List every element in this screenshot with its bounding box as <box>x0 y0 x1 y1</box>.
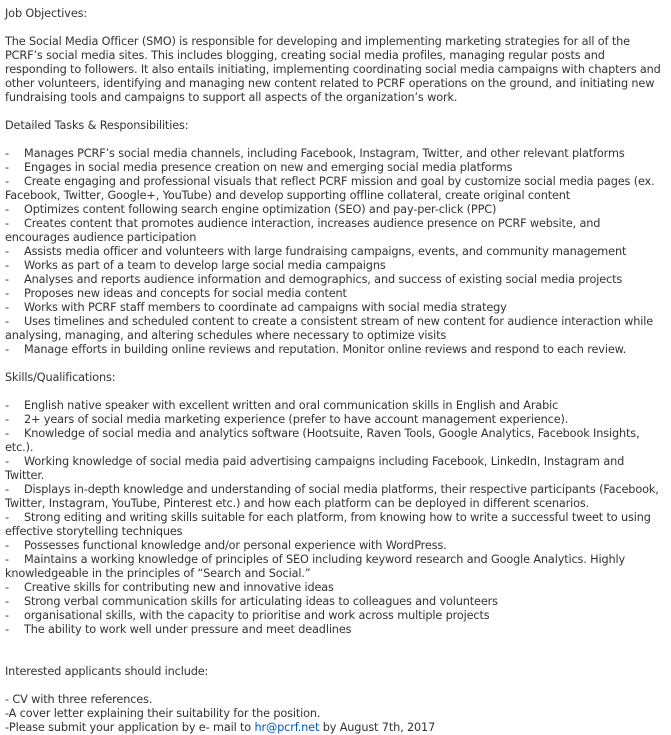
task-text: Works with PCRF staff members to coordinate ad campaigns with social media strategy <box>24 301 507 314</box>
task-item <box>5 301 665 315</box>
list-dash: - <box>5 147 9 160</box>
list-dash: - <box>5 273 9 286</box>
list-dash: - <box>5 343 9 356</box>
task-text: Engages in social media presence creation on new and emerging social media platforms <box>24 161 513 174</box>
list-dash: - <box>5 595 9 608</box>
skill-item <box>5 609 665 623</box>
skill-text: Strong verbal communication skills for articulating ideas to colleagues and volunteers <box>24 595 498 608</box>
task-item <box>5 343 665 357</box>
list-dash: - <box>5 301 9 314</box>
task-item <box>5 147 665 161</box>
skill-text: Strong editing and writing skills suitable for each platform, from knowing how to write a successful tweet to using effective storytelling techniques <box>5 511 651 538</box>
skill-text: organisational skills, with the capacity to prioritise and work across multiple projects <box>24 609 490 622</box>
skill-text: The ability to work well under pressure and meet deadlines <box>24 623 352 636</box>
task-text: Manage efforts in building online reviews and reputation. Monitor online reviews and respond to each review. <box>24 343 627 356</box>
skill-text: Knowledge of social media and analytics software (Hootsuite, Raven Tools, Google Analytics, Facebook Insights, etc.). <box>5 427 640 454</box>
list-dash: - <box>5 217 9 230</box>
job-objectives-heading: Job Objectives: <box>5 7 88 20</box>
skill-item <box>5 623 665 637</box>
skills-list <box>5 399 665 637</box>
list-dash: - <box>5 245 9 258</box>
skill-item <box>5 413 665 427</box>
list-dash: - <box>5 539 9 552</box>
spacer <box>5 679 665 693</box>
task-text: Uses timelines and scheduled content to create a consistent stream of new content for audience interaction while analysing, managing, and altering schedules where necessary to optimize visits <box>5 315 654 342</box>
applicants-line-cover-letter: -A cover letter explaining their suitability for the position. <box>5 707 321 720</box>
skill-item <box>5 511 665 539</box>
list-dash: - <box>5 455 9 468</box>
task-item <box>5 273 665 287</box>
task-item <box>5 203 665 217</box>
task-item <box>5 217 665 245</box>
skill-item <box>5 483 665 511</box>
task-item <box>5 259 665 273</box>
skills-heading: Skills/Qualifications: <box>5 371 116 384</box>
spacer <box>5 385 665 399</box>
skill-text: 2+ years of social media marketing experience (prefer to have account management experience). <box>24 413 569 426</box>
job-objectives-paragraph: The Social Media Officer (SMO) is responsible for developing and implementing marketing strategies for all of the PCRF’s social media sites. This includes blogging, creating social media profiles, managing regular posts and responding to followers. It also entails initiating, implementing coordinating social media campaigns with chapters and other volunteers, identifying and managing new content related to PCRF operations on the ground, and initiating new fundraising tools and campaigns to support all aspects of the organization’s work. <box>5 35 661 104</box>
task-text: Creates content that promotes audience interaction, increases audience presence on PCRF website, and encourages audience participation <box>5 217 601 244</box>
task-text: Proposes new ideas and concepts for social media content <box>24 287 347 300</box>
list-dash: - <box>5 259 9 272</box>
spacer <box>5 21 665 35</box>
skill-text: Possesses functional knowledge and/or personal experience with WordPress. <box>24 539 447 552</box>
list-dash: - <box>5 483 9 496</box>
task-text: Manages PCRF’s social media channels, including Facebook, Instagram, Twitter, and other relevant platforms <box>24 147 625 160</box>
spacer <box>5 133 665 147</box>
skill-item <box>5 539 665 553</box>
list-dash: - <box>5 399 9 412</box>
applicants-line-cv: - CV with three references. <box>5 693 153 706</box>
skill-text: English native speaker with excellent written and oral communication skills in English and Arabic <box>24 399 559 412</box>
list-dash: - <box>5 623 9 636</box>
spacer <box>5 357 665 371</box>
list-dash: - <box>5 511 9 524</box>
submit-prefix: -Please submit your application by e- mail to <box>5 721 255 734</box>
spacer <box>5 105 665 119</box>
skill-item <box>5 427 665 455</box>
skill-item <box>5 455 665 483</box>
applicants-line-submit <box>5 721 665 735</box>
skill-item <box>5 553 665 581</box>
list-dash: - <box>5 609 9 622</box>
list-dash: - <box>5 413 9 426</box>
task-text: Works as part of a team to develop large social media campaigns <box>24 259 386 272</box>
task-item <box>5 175 665 203</box>
skill-text: Creative skills for contributing new and innovative ideas <box>24 581 334 594</box>
list-dash: - <box>5 161 9 174</box>
skill-item <box>5 581 665 595</box>
task-text: Optimizes content following search engine optimization (SEO) and pay-per-click (PPC) <box>24 203 497 216</box>
list-dash: - <box>5 427 9 440</box>
task-item <box>5 161 665 175</box>
tasks-list <box>5 147 665 357</box>
skill-item <box>5 595 665 609</box>
list-dash: - <box>5 175 9 188</box>
task-item <box>5 245 665 259</box>
spacer <box>5 637 665 665</box>
tasks-heading: Detailed Tasks & Responsibilities: <box>5 119 189 132</box>
list-dash: - <box>5 553 9 566</box>
task-text: Assists media officer and volunteers with large fundraising campaigns, events, and community management <box>24 245 627 258</box>
applicants-heading: Interested applicants should include: <box>5 665 209 678</box>
list-dash: - <box>5 315 9 328</box>
submit-suffix: by August 7th, 2017 <box>319 721 436 734</box>
skill-item <box>5 399 665 413</box>
task-text: Create engaging and professional visuals that reflect PCRF mission and goal by customize social media pages (ex. Facebook, Twitter, Google+, YouTube) and develop supporting offline collateral, create original content <box>5 175 655 202</box>
list-dash: - <box>5 203 9 216</box>
task-item <box>5 315 665 343</box>
list-dash: - <box>5 581 9 594</box>
task-item <box>5 287 665 301</box>
skill-text: Displays in-depth knowledge and understanding of social media platforms, their respective participants (Facebook, Twitter, Instagram, YouTube, Pinterest etc.) and how each platform can be deployed in different scenarios. <box>5 483 659 510</box>
list-dash: - <box>5 287 9 300</box>
email-link[interactable]: hr@pcrf.net <box>254 721 320 734</box>
task-text: Analyses and reports audience information and demographics, and success of existing social media projects <box>24 273 623 286</box>
skill-text: Working knowledge of social media paid advertising campaigns including Facebook, LinkedIn, Instagram and Twitter. <box>5 455 625 482</box>
job-posting-document <box>5 7 665 735</box>
skill-text: Maintains a working knowledge of principles of SEO including keyword research and Google Analytics. Highly knowledgeable in the principles of “Search and Social.” <box>5 553 626 580</box>
